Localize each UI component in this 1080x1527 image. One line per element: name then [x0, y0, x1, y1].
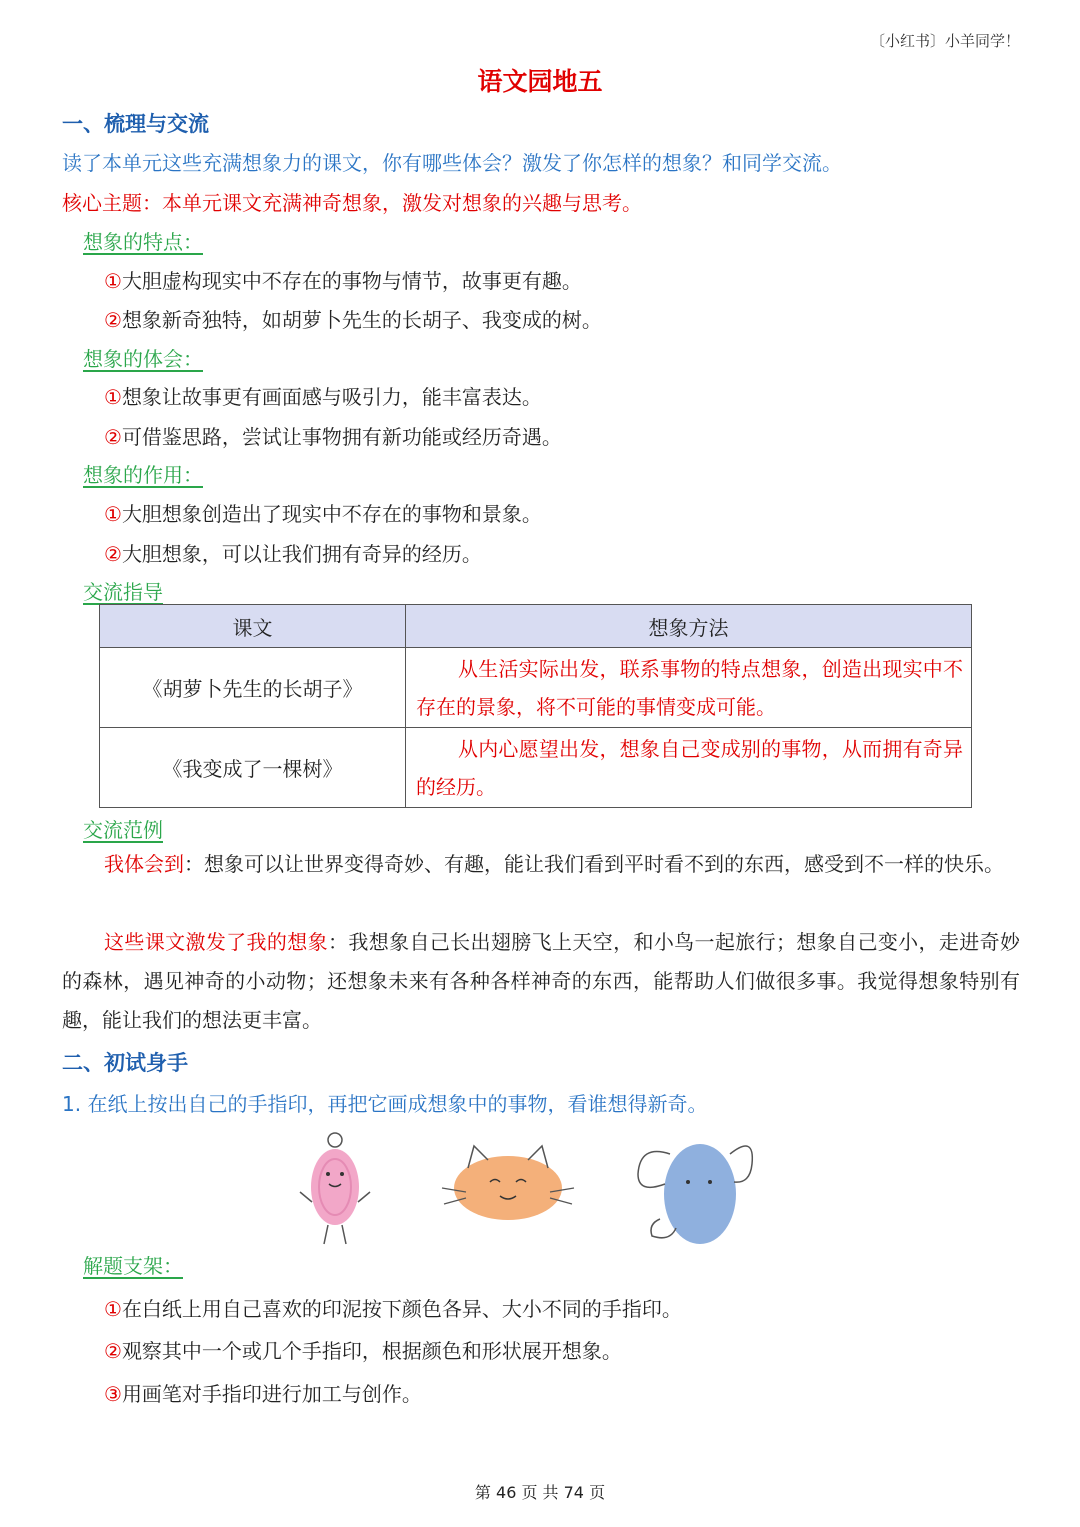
- table-cell-method: 从生活实际出发，联系事物的特点想象，创造出现实中不存在的景象，将不可能的事情变成可能。: [406, 648, 972, 728]
- item-text: 想象让故事更有画面感与吸引力，能丰富表达。: [121, 385, 542, 409]
- table-header-text: 课文: [100, 605, 406, 648]
- core-theme: 核心主题：本单元课文充满神奇想象，激发对想象的兴趣与思考。: [62, 191, 642, 215]
- list-item: [104, 304, 602, 333]
- scaffold-label: 解题支架：: [83, 1254, 183, 1278]
- fingerprint-cat-illustration: [438, 1138, 578, 1230]
- fingerprint-elephant-illustration: [630, 1124, 755, 1249]
- page-footer: 第 46 页 共 74 页: [474, 1483, 606, 1502]
- paragraph-body: ：我想象自己长出翅膀飞上天空，和小鸟一起旅行；想象自己变小，走进奇妙的森林，遇见神奇的小动物；还想象未来有各种各样神奇的东西，能帮助人们做很多事。我觉得想象特别有趣，能让我们的想法更丰富。: [62, 930, 1020, 1032]
- item-text: 大胆想象创造出了现实中不存在的事物和景象。: [121, 502, 542, 526]
- paragraph-body: ：想象可以让世界变得奇妙、有趣，能让我们看到平时看不到的东西，感受到不一样的快乐。: [184, 852, 1004, 876]
- table-row: [100, 648, 972, 728]
- guide-label: 交流指导: [83, 580, 163, 604]
- item-text: 在白纸上用自己喜欢的印泥按下颜色各异、大小不同的手指印。: [121, 1297, 682, 1321]
- table-row: [100, 728, 972, 808]
- effect-label: 想象的作用：: [83, 463, 203, 487]
- experience-label: 想象的体会：: [83, 347, 203, 371]
- item-text: 大胆虚构现实中不存在的事物与情节，故事更有趣。: [121, 269, 582, 293]
- item-number: ①: [104, 502, 122, 526]
- page-title: 语文园地五: [477, 67, 603, 96]
- list-item: [104, 1293, 682, 1322]
- item-number: ②: [104, 425, 122, 449]
- item-number: ②: [104, 542, 122, 566]
- table-cell-title: 《胡萝卜先生的长胡子》: [100, 648, 406, 728]
- item-text: 用画笔对手指印进行加工与创作。: [121, 1382, 422, 1406]
- table-cell-method: 从内心愿望出发，想象自己变成别的事物，从而拥有奇异的经历。: [406, 728, 972, 808]
- section-heading-2: 二、初试身手: [62, 1051, 188, 1075]
- header-note: 〔小红书〕小羊同学！: [869, 32, 1020, 50]
- table-cell-title: 《我变成了一棵树》: [100, 728, 406, 808]
- list-item: [104, 1378, 422, 1407]
- list-item: [104, 498, 542, 527]
- item-number: ②: [104, 308, 122, 332]
- item-number: ①: [104, 385, 122, 409]
- example-label: 交流范例: [83, 818, 163, 842]
- task-text: 1. 在纸上按出自己的手指印，再把它画成想象中的事物，看谁想得新奇。: [62, 1092, 708, 1116]
- features-label: 想象的特点：: [83, 230, 203, 254]
- item-number: ①: [104, 269, 122, 293]
- list-item: [104, 538, 482, 567]
- list-item: [104, 265, 582, 294]
- question-text: 读了本单元这些充满想象力的课文，你有哪些体会？激发了你怎样的想象？和同学交流。: [62, 151, 842, 175]
- imagination-method-table: [99, 604, 972, 808]
- item-text: 可借鉴思路，尝试让事物拥有新功能或经历奇遇。: [121, 425, 562, 449]
- table-header-method: 想象方法: [406, 605, 972, 648]
- list-item: [104, 381, 542, 410]
- fingerprint-girl-illustration: [290, 1122, 380, 1247]
- list-item: [104, 421, 562, 450]
- section-heading-1: 一、梳理与交流: [62, 112, 209, 136]
- item-number: ③: [104, 1382, 122, 1406]
- item-text: 大胆想象，可以让我们拥有奇异的经历。: [121, 542, 482, 566]
- paragraph-lead: 我体会到: [104, 852, 184, 876]
- paragraph-lead: 这些课文激发了我的想象: [104, 930, 328, 954]
- item-number: ②: [104, 1339, 122, 1363]
- example-paragraph-1: [62, 845, 1020, 884]
- item-number: ①: [104, 1297, 122, 1321]
- list-item: [104, 1335, 622, 1364]
- item-text: 观察其中一个或几个手指印，根据颜色和形状展开想象。: [121, 1339, 622, 1363]
- item-text: 想象新奇独特，如胡萝卜先生的长胡子、我变成的树。: [121, 308, 602, 332]
- example-paragraph-2: [62, 923, 1020, 1040]
